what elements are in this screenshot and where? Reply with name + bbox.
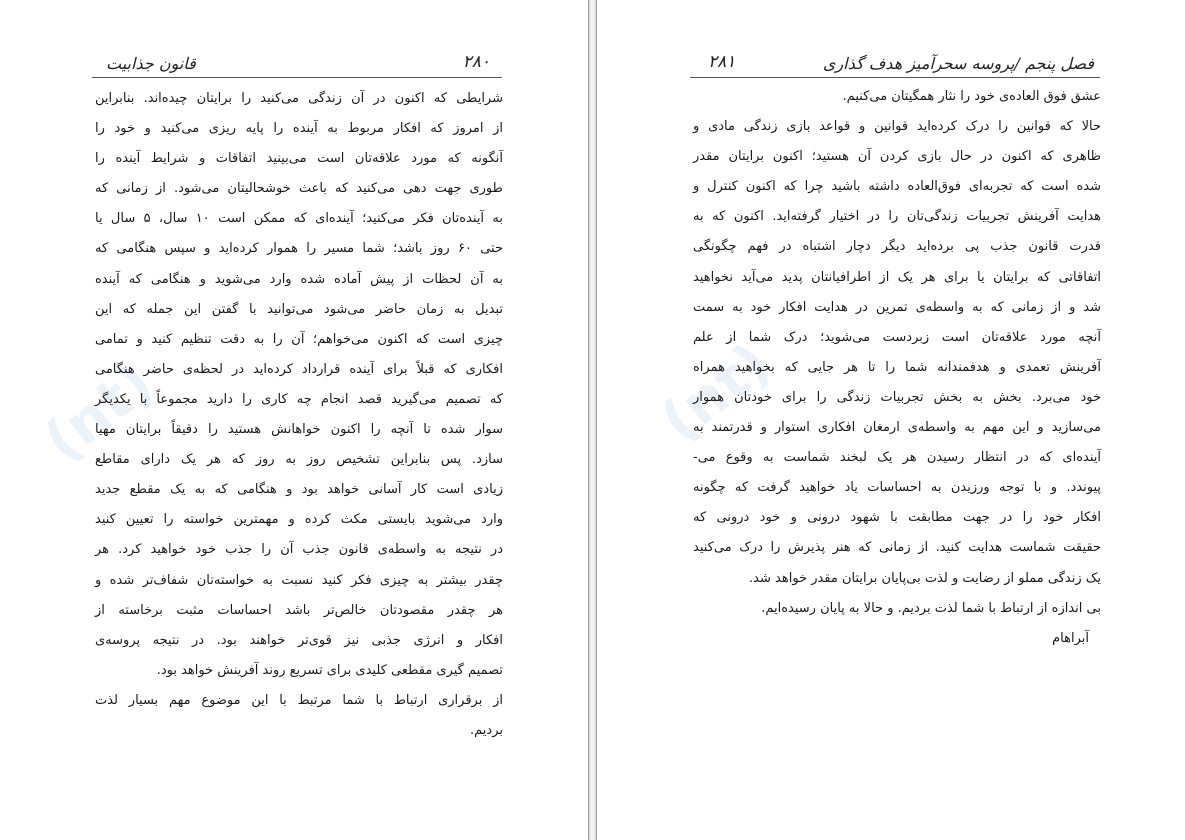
text-line: پیوندد. و با توجه ورزیدن به احساسات یاد خواهید گرفت که چگونه [693, 480, 1101, 496]
text-line: در نتیجه به واسطه‌ی قانون جذب آن را جذب خود خواهید کرد. هر [95, 542, 503, 558]
text-line: تبدیل به زمان حاضر می‌شود می‌توانید با گفتن این جمله که این [95, 301, 503, 317]
text-line: افکار و انرژی جذبی نیز قوی‌تر خواهند بود. در نتیجه پروسه‌ی [95, 632, 503, 648]
text-line: سوار شده تا آنچه را اکنون خواهانش هستید را دقیقاً برایتان مهیا [95, 422, 503, 438]
text-line: شرایطی که اکنون در آن زندگی می‌کنید را برایتان چیده‌اند. بنابراین [95, 91, 503, 106]
text-line: بی اندازه از ارتباط با شما لذت بردیم. و حالا به پایان رسیده‌ایم. [761, 600, 1101, 616]
text-line: وارد می‌شوید بایستی مکث کرده و مهمترین خواسته را تعیین کنید [95, 512, 503, 528]
text-line: که تصمیم می‌گیرید قصد انجام چه کاری را دارید مجموعاً با یکدیگر [95, 391, 503, 407]
page-number: ۲۸۰ [462, 52, 490, 72]
text-line: آبراهام [1052, 630, 1089, 646]
text-line: شده است که تجربه‌ای فوق‌العاده داشته باشید چرا که اکنون کنترل و [693, 179, 1101, 195]
text-line: یک زندگی مملو از رضایت و لذت بی‌پایان برایتان مقدر خواهد شد. [749, 570, 1101, 586]
text-line: از برقراری ارتباط با شما مرتبط با این موضوع مهم بسیار لذت [95, 692, 503, 708]
text-line: آفرینش تعمدی و هدفمندانه شما را تا هر جایی که بخواهید همراه [693, 359, 1101, 375]
text-line: افکار خود را در جهت مطابقت با شهود درونی و خود درونی که [693, 510, 1101, 526]
header-title: فصل پنجم /پروسه سحرآمیز هدف گذاری [822, 54, 1094, 73]
text-line: به آینده‌تان فکر می‌کنید؛ آینده‌ای که ممکن است ۱۰ سال، ۵ سال یا [95, 211, 503, 227]
page-body-text [693, 82, 1101, 654]
text-line: طوری جهت دهی می‌کنید که باعث خوشحالیتان می‌شود. از زمانی که [95, 181, 503, 197]
right-page [597, 0, 1185, 840]
text-line: آنگونه که مورد علاقه‌تان است می‌بینید اتفاقات و شرایط آینده را [95, 151, 503, 167]
text-line: حالا که قوانین را درک کرده‌اید قوانین و قواعد بازی زندگی مادی و [693, 119, 1101, 135]
page-body-text [95, 84, 503, 746]
text-line: به آن لحظات از پیش آماده شده وارد می‌شوید و هنگامی که آینده [95, 271, 503, 287]
text-line: خود می‌برد. بخش به بخش تجربیات زندگی را برای خودتان هموار [693, 389, 1101, 405]
text-line: تصمیم گیری مقطعی کلیدی برای تسریع روند آفرینش خواهد بود. [156, 662, 503, 678]
text-line: آنچه مورد علاقه‌تان است زبردست می‌شوید؛ درک شما از علم [693, 329, 1101, 345]
text-line: حتی ۶۰ روز باشد؛ شما مسیر را هموار کرده‌اید و سپس هنگامی که [95, 241, 503, 257]
page-header [92, 54, 502, 78]
text-line: هدایت آفرینش تجربیات زندگی‌تان را در اختیار گرفته‌اید. اکنون که به [693, 209, 1101, 225]
left-page [0, 0, 588, 840]
text-line: از امروز که افکار مربوط به آینده را پایه ریزی می‌کنید و خود را [95, 121, 503, 137]
text-line: می‌سازید و این مهم به واسطه‌ی ارمغان افکاری استوار و قدرتمند به [693, 420, 1101, 436]
text-line: بردیم. [470, 722, 503, 738]
page-header [690, 54, 1100, 78]
watermark: (nt) [32, 350, 166, 475]
book-gutter [588, 0, 597, 840]
text-line: زیادی است کار آسانی خواهد بود و هنگامی که به یک مقطع جدید [95, 482, 503, 498]
text-line: حقیقت شماست هدایت کنید. از زمانی که هنر پذیرش را درک می‌کنید [693, 540, 1101, 556]
text-line: قدرت قانون جذب پی برده‌اید دیگر دچار اشتباه در فهم چگونگی [693, 239, 1101, 255]
text-line: اتفاقاتی که برایتان یا برای هر یک از اطرافیانتان پدید می‌آید نخواهید [693, 269, 1101, 285]
text-line: آینده‌ای که در انتظار رسیدن هر یک لبخند شماست به وقوع می- [693, 450, 1101, 466]
text-line: چقدر بیشتر به چیزی فکر کنید نسبت به خواسته‌تان شفاف‌تر شده و [95, 572, 503, 588]
header-title: قانون جذابیت [106, 54, 196, 73]
text-line: چیزی است که اکنون می‌خواهم؛ آن را به دقت تنظیم کنید و تمامی [95, 331, 503, 347]
text-line: هر چقدر مقصودتان خالص‌تر باشد احساسات مثبت برخاسته از [95, 602, 503, 618]
text-line: ظاهری که اکنون در حال بازی کردن آن هستید؛ اکنون برایتان مقدر [693, 149, 1101, 165]
text-line: شد و از زمانی که به واسطه‌ی تمرین در هدایت افکار خود به سمت [693, 299, 1101, 315]
text-line: افکاری که قبلاً برای آینده قرارداد کرده‌اید در لحظه‌ی حاضر هنگامی [95, 361, 503, 377]
text-line: سازد. پس بنابراین تشخیص روز به روز که هر یک دارای مقاطع [95, 452, 503, 468]
text-line: عشق فوق العاده‌ی خود را نثار همگیتان می‌کنیم. [842, 89, 1101, 104]
page-number: ۲۸۱ [708, 52, 736, 72]
watermark: (nt) [649, 330, 783, 455]
